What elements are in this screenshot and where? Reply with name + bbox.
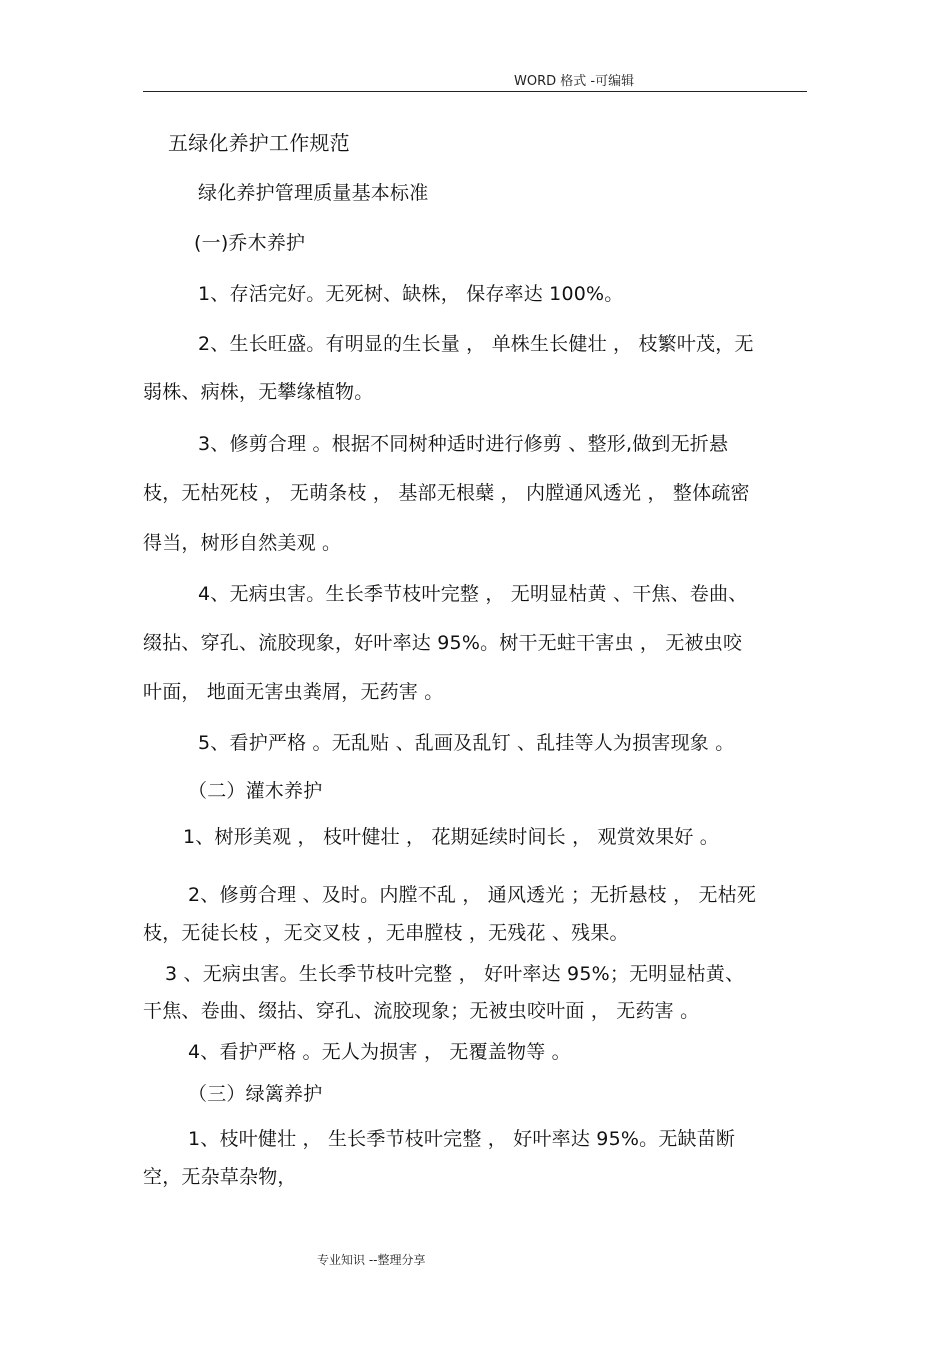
- paragraph-line: 2、生长旺盛。有明显的生长量 ， 单株生长健壮 ， 枝繁叶茂，无: [198, 333, 754, 355]
- heading-tree-care: (一)乔木养护: [194, 232, 306, 254]
- paragraph-line: 枝，无枯死枝 ， 无萌条枝 ， 基部无根蘖 ， 内膛通风透光 ， 整体疏密: [143, 482, 750, 504]
- paragraph-line: 空，无杂草杂物，: [143, 1166, 297, 1188]
- paragraph-line: 缀拈、穿孔、流胶现象，好叶率达 95%。树干无蛀干害虫 ， 无被虫咬: [143, 632, 743, 654]
- page-header-text: WORD 格式 -可编辑: [514, 74, 635, 89]
- paragraph-line: 3 、无病虫害。生长季节枝叶完整 ， 好叶率达 95%；无明显枯黄、: [165, 963, 745, 985]
- paragraph-line: 得当，树形自然美观 。: [143, 532, 342, 554]
- header-rule: [143, 91, 807, 92]
- paragraph-line: 4、看护严格 。无人为损害 ， 无覆盖物等 。: [188, 1041, 571, 1063]
- page-footer-text: 专业知识 --整理分享: [317, 1253, 426, 1267]
- paragraph-line: 1、存活完好。无死树、缺株， 保存率达 100%。: [198, 283, 624, 305]
- paragraph-line: 弱株、病株，无攀缘植物。: [143, 381, 374, 403]
- paragraph-line: 2、修剪合理 、及时。内膛不乱 ， 通风透光 ；无折悬枝 ， 无枯死: [188, 884, 757, 906]
- subsection-title: 绿化养护管理质量基本标准: [198, 182, 429, 204]
- paragraph-line: 1、枝叶健壮 ， 生长季节枝叶完整 ， 好叶率达 95%。无缺苗断: [188, 1128, 736, 1150]
- paragraph-line: 枝，无徒长枝 ，无交叉枝 ，无串膛枝 ，无残花 、残果。: [143, 922, 629, 944]
- paragraph-line: 1、树形美观 ， 枝叶健壮 ， 花期延续时间长 ， 观赏效果好 。: [183, 826, 719, 848]
- heading-shrub-care: （二）灌木养护: [188, 780, 323, 802]
- paragraph-line: 叶面， 地面无害虫粪屑，无药害 。: [143, 681, 444, 703]
- heading-hedge-care: （三）绿篱养护: [188, 1083, 323, 1105]
- section-title: 五绿化养护工作规范: [168, 131, 350, 155]
- paragraph-line: 4、无病虫害。生长季节枝叶完整 ， 无明显枯黄 、干焦、卷曲、: [198, 583, 748, 605]
- paragraph-line: 干焦、卷曲、缀拈、穿孔、流胶现象；无被虫咬叶面 ， 无药害 。: [143, 1000, 700, 1022]
- paragraph-line: 5、看护严格 。无乱贴 、乱画及乱钉 、乱挂等人为损害现象 。: [198, 732, 735, 754]
- paragraph-line: 3、修剪合理 。根据不同树种适时进行修剪 、整形,做到无折悬: [198, 433, 729, 455]
